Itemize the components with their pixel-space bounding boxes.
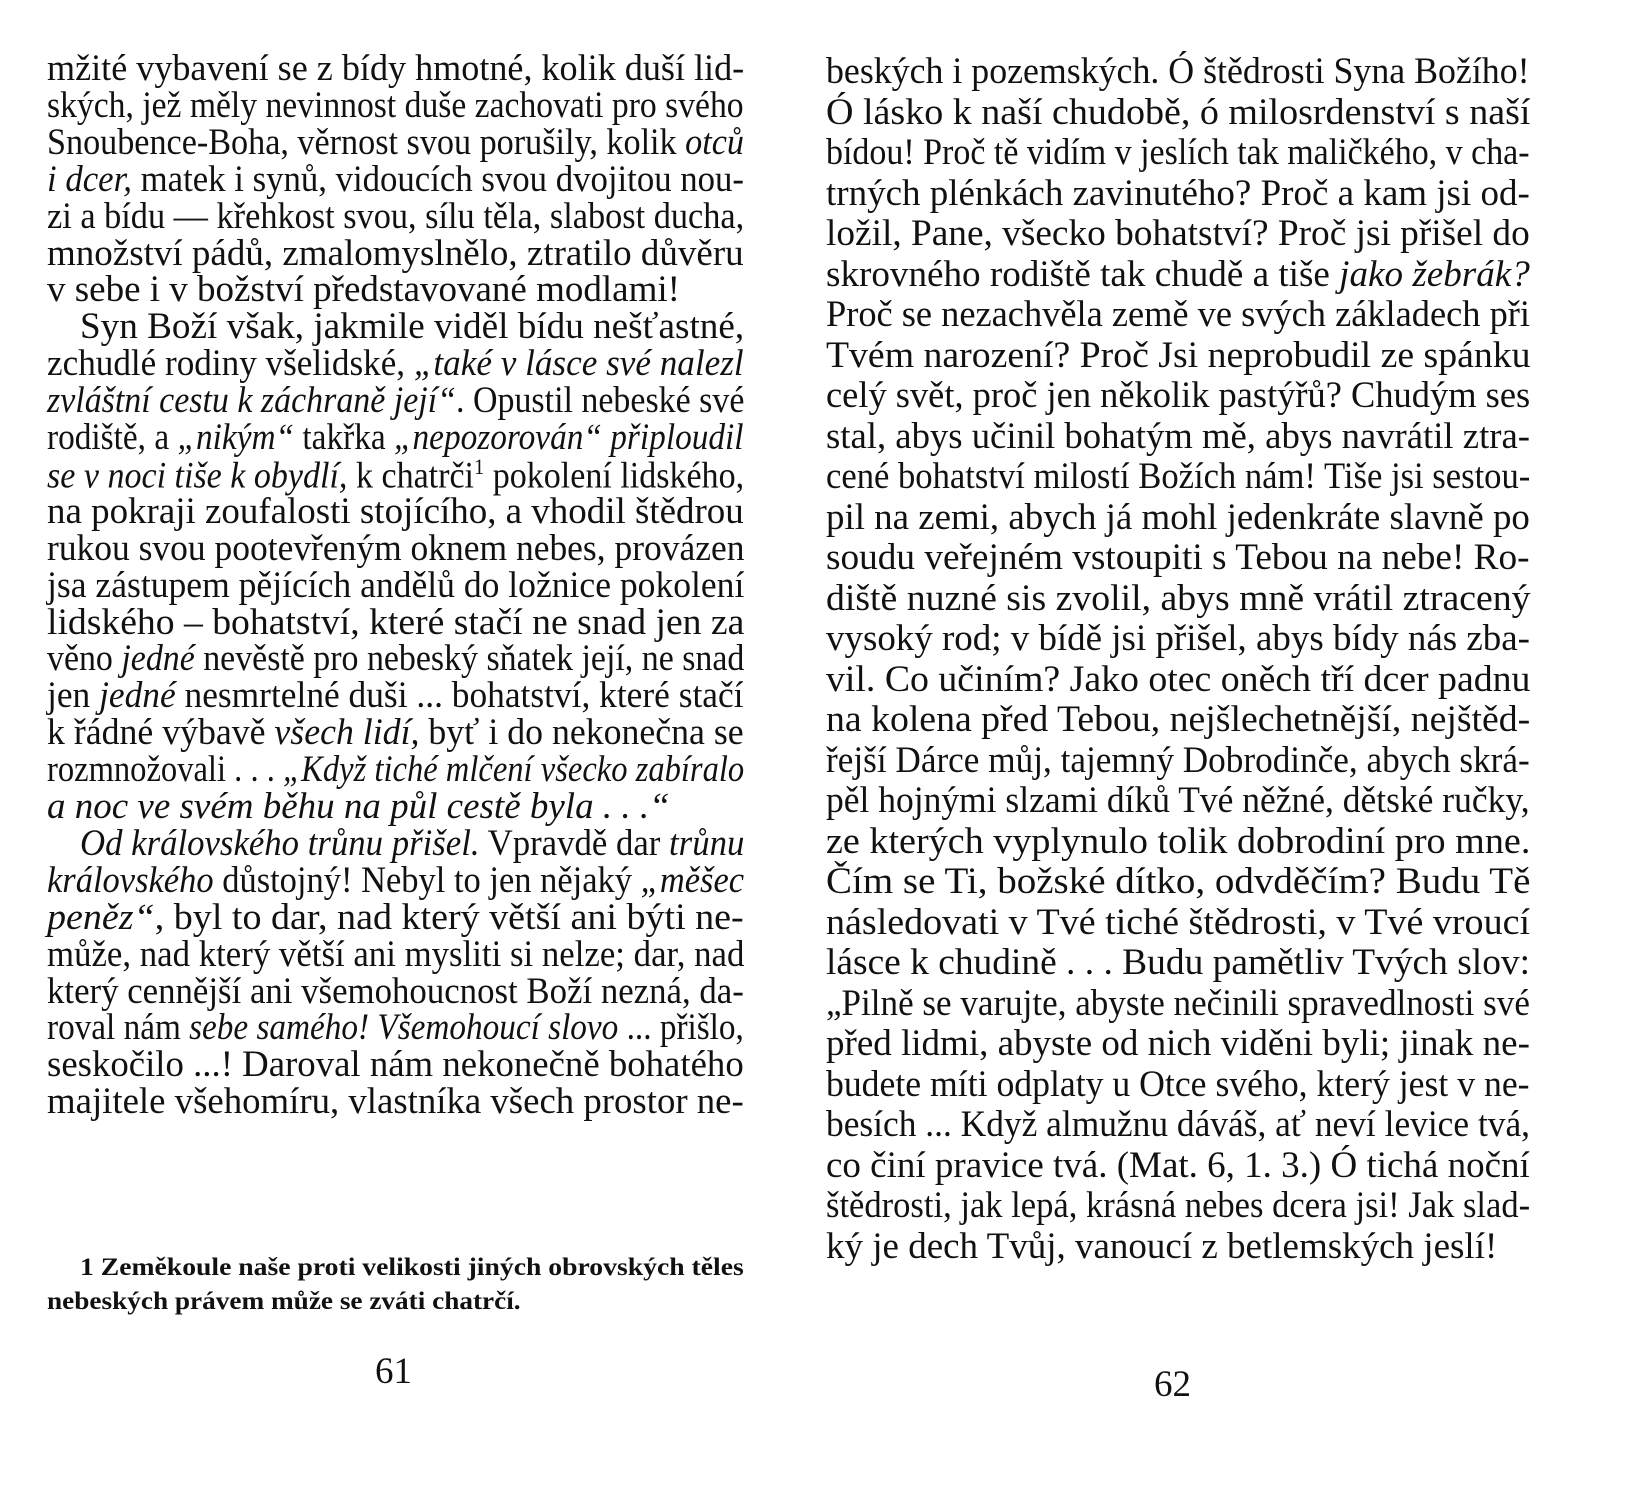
- text-line: [826, 458, 1530, 495]
- text-line: [826, 377, 1530, 414]
- text-line: [826, 539, 1530, 576]
- text-run: stal, abys učinil bohatým mě, abys navrátil ztra-: [826, 415, 1530, 457]
- text-run: jen: [47, 675, 100, 717]
- text-line: [47, 1007, 744, 1049]
- text-line: [826, 496, 1530, 538]
- text-run: řejší Dárce můj, tajemný Dobrodinče, abych skrá-: [826, 739, 1530, 781]
- text-run: k řádné výbavě: [47, 712, 275, 754]
- text-line: [826, 1225, 1498, 1267]
- text-line: [47, 158, 744, 200]
- text-line: [826, 91, 1531, 133]
- text-line: [47, 970, 744, 1012]
- italic-text-run: Od královského trůnu přišel.: [80, 822, 480, 864]
- text-run: pokolení lidského,: [484, 455, 745, 497]
- text-line: [47, 749, 745, 791]
- text-run: pěl hojnými slzami díků Tvé něžné, dětské ručky,: [826, 780, 1530, 821]
- italic-text-run: všech lidí,: [274, 712, 420, 754]
- text-line: [826, 701, 1530, 738]
- text-line: [826, 415, 1530, 457]
- italic-text-run: jedné: [121, 638, 195, 680]
- page-number-left: 61: [375, 1351, 412, 1392]
- italic-text-run: „nepozorován“ připloudil: [393, 417, 744, 458]
- text-line: [80, 306, 745, 348]
- text-run: soudu veřejném vstoupiti s Tebou na nebe! Ro-: [826, 537, 1530, 578]
- text-run: skrovného rodiště tak chudě a tiše: [826, 253, 1340, 295]
- text-run: diště nuzné sis zvolil, abys mně vrátil ztracený: [826, 577, 1531, 619]
- text-run: Proč se nezachvěla země ve svých základech při: [826, 294, 1530, 335]
- page-number-right: 62: [1154, 1364, 1191, 1405]
- text-line: [826, 782, 1530, 819]
- text-run: ... přišlo,: [618, 1007, 744, 1049]
- text-line: [47, 343, 744, 385]
- text-run: beských i pozemských. Ó štědrosti Syna Božího!: [826, 51, 1530, 92]
- text-run: „Pilně se varujte, abyste nečinili spravedlnosti své: [826, 982, 1530, 1024]
- text-run: na pokraji zoufalosti stojícího, a vhodil štědrou: [47, 490, 744, 532]
- text-run: pil na zemi, abych já mohl jedenkráte slavně po: [826, 496, 1530, 538]
- text-run: co činí pravice tvá. (Mat. 6, 1. 3.) Ó tichá noční: [826, 1144, 1530, 1186]
- italic-text-run: „Když tiché mlčení všecko zabíralo: [283, 749, 745, 791]
- text-line: [80, 822, 745, 864]
- text-line: [826, 1144, 1530, 1186]
- text-line: [826, 620, 1530, 657]
- text-run: ký je dech Tvůj, vanoucí z betlemských jeslí!: [826, 1225, 1498, 1267]
- text-line: [47, 527, 745, 569]
- text-run: důstojný! Nebyl to jen nějaký: [213, 859, 641, 901]
- text-run: následovati v Tvé tiché štědrosti, v Tvé vroucí: [826, 901, 1531, 943]
- right-page: [826, 0, 1652, 1500]
- text-run: který cennější ani všemohoucnost Boží nezná, da-: [47, 970, 744, 1012]
- text-run: lásce k chudině . . . Budu pamětliv Tvých slov:: [826, 942, 1531, 983]
- text-line: [826, 253, 1530, 295]
- text-line: [47, 121, 744, 163]
- italic-text-run: peněz“: [47, 896, 155, 938]
- text-run: věno: [47, 638, 122, 680]
- italic-text-run: trůnu: [669, 822, 745, 864]
- text-line: [826, 982, 1530, 1024]
- text-line: [47, 232, 744, 274]
- text-run: ských, jež měly nevinnost duše zachovati pro svého: [47, 84, 744, 126]
- text-run: Vpravdě dar: [479, 822, 670, 864]
- italic-text-run: zvláštní cestu k záchraně její“: [47, 380, 457, 422]
- text-run: na kolena před Tebou, nejšlechetnější, nejštěd-: [826, 699, 1531, 740]
- text-run: takřka: [294, 417, 394, 458]
- text-run: před lidmi, abyste od nich viděni byli; jinak ne-: [826, 1023, 1530, 1064]
- italic-text-run: otců: [685, 121, 744, 163]
- italic-text-run: „také v lásce své nalezl: [413, 343, 744, 385]
- text-run: rodiště, a: [47, 417, 178, 458]
- text-run: Ó lásko k naší chudobě, ó milosrdenství s naší: [826, 91, 1531, 133]
- italic-text-run: „nikým“: [177, 417, 295, 458]
- text-run: matek i synů, vidoucích svou dvojitou nou-: [131, 158, 744, 200]
- text-run: nevěstě pro nebeský sňatek její, ne snad: [194, 638, 745, 680]
- text-line: [826, 215, 1530, 252]
- text-line: [47, 195, 745, 237]
- text-run: rozmnožovali . . .: [47, 749, 284, 791]
- text-line: [826, 901, 1531, 943]
- italic-text-run: a noc ve svém běhu na půl cestě byla . . .“: [47, 786, 670, 827]
- text-run: byť i do nekonečna se: [419, 712, 744, 754]
- text-line: [47, 1044, 744, 1086]
- text-run: ložil, Pane, všecko bohatství? Proč jsi přišel do: [826, 213, 1530, 254]
- text-line: [47, 859, 745, 901]
- text-run: zchudlé rodiny všelidské,: [47, 343, 414, 385]
- text-line: [47, 84, 744, 126]
- text-line: [47, 712, 744, 754]
- text-run: budete míti odplaty u Otce svého, který jest v ne-: [826, 1063, 1530, 1105]
- text-line: [826, 658, 1531, 700]
- text-line: [826, 820, 1531, 862]
- text-run: Snoubence-Boha, věrnost svou porušily, kolik: [47, 121, 686, 163]
- text-line: [826, 577, 1531, 619]
- text-line: [47, 419, 744, 456]
- text-run: v sebe i v božství představované modlami!: [47, 269, 680, 311]
- text-run: Čím se Ti, božské dítko, odvděčím? Budu Tě: [826, 861, 1531, 902]
- text-run: k chatrči: [347, 455, 475, 497]
- text-line: [47, 601, 745, 643]
- text-line: [47, 896, 744, 938]
- text-line: [826, 739, 1530, 781]
- text-run: vil. Co učiním? Jako otec oněch tří dcer padnu: [826, 658, 1531, 700]
- text-run: štědrosti, jak lepá, krásná nebes dcera jsi! Jak slad-: [826, 1185, 1531, 1226]
- italic-text-run: „měšec: [640, 859, 745, 901]
- footnote-marker: 1: [474, 453, 485, 479]
- text-run: zi a bídu — křehkost svou, sílu těla, slabost ducha,: [47, 195, 745, 237]
- text-line: [47, 380, 745, 422]
- text-run: roval nám: [47, 1007, 190, 1049]
- text-run: . Opustil nebeské své: [456, 380, 745, 422]
- text-line: [47, 933, 745, 975]
- text-line: [47, 269, 680, 311]
- text-run: bídou! Proč tě vidím v jeslích tak maličkého, v cha-: [826, 132, 1530, 173]
- text-run: nesmrtelné duši ... bohatství, které stačí: [175, 675, 744, 717]
- text-line: [47, 564, 745, 606]
- italic-text-run: jedné: [99, 675, 176, 717]
- text-line: [47, 788, 670, 825]
- text-line: [826, 134, 1530, 171]
- text-line: [826, 1025, 1530, 1062]
- text-run: mžité vybavení se z bídy hmotné, kolik duší lid-: [47, 48, 745, 89]
- text-run: lidského – bohatství, které stačí ne snad jen za: [47, 601, 745, 643]
- text-run: vysoký rod; v bídě jsi přišel, abys bídy nás zba-: [826, 618, 1530, 659]
- text-line: [47, 50, 744, 87]
- text-line: [826, 334, 1531, 376]
- text-run: cené bohatství milostí Božích nám! Tiše jsi sestou-: [826, 456, 1531, 497]
- text-line: [826, 1063, 1530, 1105]
- text-line: [47, 638, 745, 680]
- italic-text-run: sebe samého! Všemohoucí slovo: [189, 1007, 619, 1049]
- text-line: [47, 675, 744, 717]
- text-run: rukou svou pootevřeným oknem nebes, provázen: [47, 527, 745, 569]
- text-run: seskočilo ...! Daroval nám nekonečně bohatého: [47, 1044, 744, 1086]
- text-line: [47, 490, 744, 532]
- text-line: [47, 453, 745, 497]
- text-line: [826, 296, 1530, 333]
- text-run: besích ... Když almužnu dáváš, ať neví levice tvá,: [826, 1104, 1531, 1145]
- italic-text-run: i dcer,: [47, 158, 132, 200]
- text-run: Tvém narození? Proč Jsi neprobudil ze spánku: [826, 334, 1531, 376]
- text-line: [826, 944, 1530, 981]
- italic-text-run: jako žebrák?: [1339, 253, 1530, 295]
- text-run: může, nad který větší ani mysliti si nelze; dar, nad: [47, 933, 745, 975]
- text-run: jsa zástupem pějících andělů do ložnice pokolení: [47, 564, 745, 606]
- text-run: trných plénkách zavinutého? Proč a kam jsi od-: [826, 172, 1530, 214]
- italic-text-run: královského: [47, 859, 214, 901]
- footnote-line: 1 Zeměkoule naše proti velikosti jiných obrovských těles: [80, 1254, 744, 1281]
- text-run: ze kterých vyplynulo tolik dobrodiní pro mne.: [826, 820, 1531, 862]
- text-line: [826, 1187, 1530, 1224]
- text-run: majitele všehomíru, vlastníka všech prostor ne-: [47, 1081, 744, 1123]
- text-line: [47, 1081, 744, 1123]
- text-line: [826, 1106, 1530, 1143]
- italic-text-run: se v noci tiše k obydlí,: [47, 455, 348, 497]
- text-run: celý svět, proč jen několik pastýřů? Chudým ses: [826, 375, 1531, 416]
- text-run: , byl to dar, nad který větší ani býti ne-: [154, 896, 744, 938]
- text-line: [826, 863, 1530, 900]
- text-line: [826, 172, 1530, 214]
- text-run: množství pádů, zmalomyslnělo, ztratilo důvěru: [47, 232, 744, 274]
- text-run: Syn Boží však, jakmile viděl bídu nešťastné,: [80, 306, 745, 348]
- text-line: [826, 53, 1530, 90]
- footnote-line: nebeských právem může se zváti chatrčí.: [47, 1288, 521, 1315]
